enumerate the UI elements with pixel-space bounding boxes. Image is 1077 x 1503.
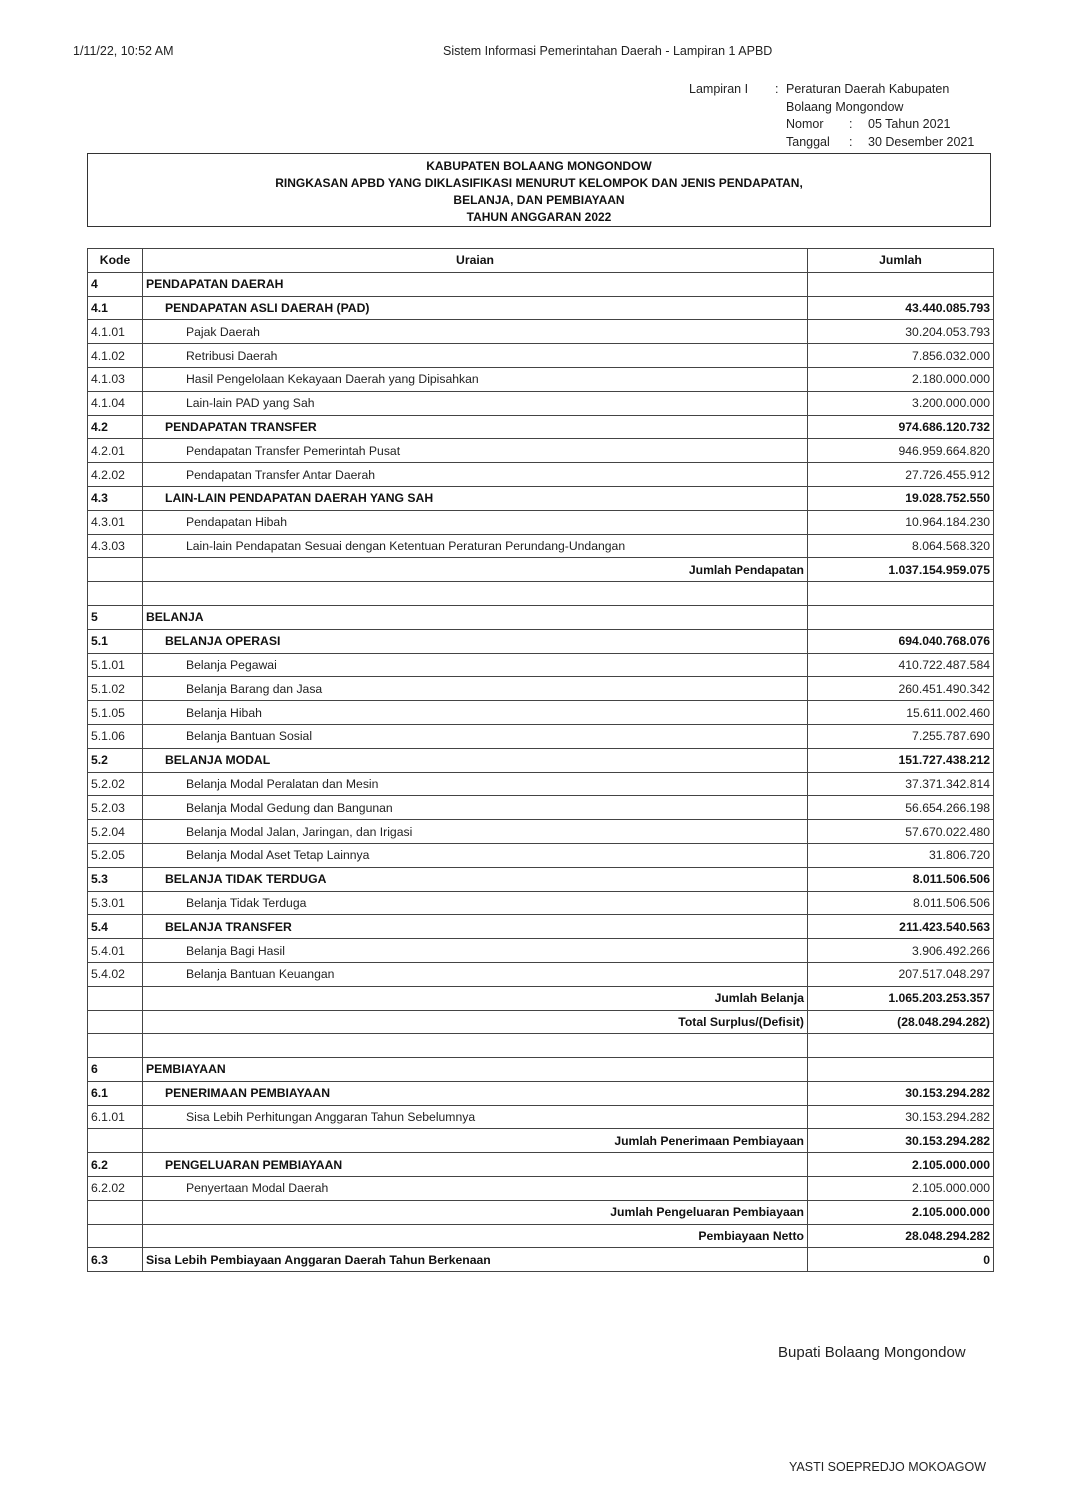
uraian-cell: Belanja Modal Jalan, Jaringan, dan Irigasi [143,820,808,844]
jumlah-cell: 43.440.085.793 [808,296,994,320]
jumlah-cell: 946.959.664.820 [808,439,994,463]
uraian-cell: BELANJA TIDAK TERDUGA [143,867,808,891]
kode-cell: 5.1.05 [88,701,143,725]
apbd-summary-table [87,248,994,1272]
jumlah-cell: 57.670.022.480 [808,820,994,844]
header-kode: Kode [88,249,143,273]
uraian-cell: Belanja Hibah [143,701,808,725]
table-row [88,843,994,867]
table-row [88,1058,994,1082]
tanggal-label: Tanggal [786,134,830,149]
table-row [88,748,994,772]
kode-cell: 4.2 [88,415,143,439]
print-header [0,44,1077,62]
kode-cell: 5.3 [88,867,143,891]
jumlah-cell: 30.204.053.793 [808,320,994,344]
uraian-cell: Jumlah Penerimaan Pembiayaan [143,1129,808,1153]
kode-cell [88,1010,143,1034]
kode-cell: 4.1 [88,296,143,320]
table-row [88,486,994,510]
jumlah-cell: 15.611.002.460 [808,701,994,725]
title-line-2: RINGKASAN APBD YANG DIKLASIFIKASI MENURUT KELOMPOK DAN JENIS PENDAPATAN, [275,176,803,190]
uraian-cell: LAIN-LAIN PENDAPATAN DAERAH YANG SAH [143,486,808,510]
table-row [88,677,994,701]
kode-cell: 4.1.03 [88,367,143,391]
table-row [88,320,994,344]
table-row [88,1105,994,1129]
table-header-row [88,249,994,273]
uraian-cell: BELANJA OPERASI [143,629,808,653]
kode-cell: 5.2.04 [88,820,143,844]
jumlah-cell: 207.517.048.297 [808,962,994,986]
header-jumlah: Jumlah [808,249,994,273]
uraian-cell: Belanja Bantuan Sosial [143,724,808,748]
kode-cell: 5.4.01 [88,939,143,963]
uraian-cell: Belanja Modal Gedung dan Bangunan [143,796,808,820]
table-row [88,605,994,629]
jumlah-cell: 0 [808,1248,994,1272]
jumlah-cell: 31.806.720 [808,843,994,867]
table-row [88,534,994,558]
kode-cell: 5.2.03 [88,796,143,820]
kode-cell: 5.1.01 [88,653,143,677]
table-row [88,724,994,748]
jumlah-cell: 2.180.000.000 [808,367,994,391]
document-title-box [87,153,991,227]
uraian-cell: Pendapatan Hibah [143,510,808,534]
uraian-cell: PENDAPATAN DAERAH [143,272,808,296]
table-row [88,867,994,891]
table-row [88,1129,994,1153]
jumlah-cell: 694.040.768.076 [808,629,994,653]
header-uraian: Uraian [143,249,808,273]
table-row [88,558,994,582]
uraian-cell: PENGELUARAN PEMBIAYAAN [143,1153,808,1177]
title-line-4: TAHUN ANGGARAN 2022 [466,210,612,224]
kode-cell: 4.2.02 [88,463,143,487]
table-row [88,772,994,796]
kode-cell: 5.3.01 [88,891,143,915]
kode-cell [88,582,143,606]
kode-cell [88,1129,143,1153]
kode-cell: 4 [88,272,143,296]
uraian-cell: PENDAPATAN ASLI DAERAH (PAD) [143,296,808,320]
table-body [88,272,994,1271]
uraian-cell: Belanja Modal Aset Tetap Lainnya [143,843,808,867]
kode-cell: 4.1.02 [88,344,143,368]
table-row [88,582,994,606]
jumlah-cell: 151.727.438.212 [808,748,994,772]
kode-cell [88,1200,143,1224]
jumlah-cell: 260.451.490.342 [808,677,994,701]
kode-cell [88,558,143,582]
jumlah-cell: 30.153.294.282 [808,1129,994,1153]
nomor-label: Nomor [786,117,824,131]
jumlah-cell: 2.105.000.000 [808,1153,994,1177]
jumlah-cell: 56.654.266.198 [808,796,994,820]
nomor-colon: : [849,117,853,131]
kode-cell: 4.1.01 [88,320,143,344]
jumlah-cell: 2.105.000.000 [808,1177,994,1201]
jumlah-cell [808,605,994,629]
table-row [88,439,994,463]
uraian-cell: Jumlah Pendapatan [143,558,808,582]
lampiran-label: Lampiran I [689,82,749,96]
table-row [88,962,994,986]
kode-cell: 5.1 [88,629,143,653]
table-row [88,296,994,320]
uraian-cell: BELANJA TRANSFER [143,915,808,939]
signer-title: Bupati Bolaang Mongondow [778,1344,966,1361]
table-row [88,915,994,939]
uraian-cell: Penyertaan Modal Daerah [143,1177,808,1201]
jumlah-cell: (28.048.294.282) [808,1010,994,1034]
kode-cell: 4.2.01 [88,439,143,463]
jumlah-cell: 3.200.000.000 [808,391,994,415]
uraian-cell: Belanja Tidak Terduga [143,891,808,915]
kode-cell: 4.3.01 [88,510,143,534]
table-row [88,629,994,653]
uraian-cell: Pendapatan Transfer Pemerintah Pusat [143,439,808,463]
uraian-cell: PENERIMAAN PEMBIAYAAN [143,1081,808,1105]
kode-cell: 5.1.02 [88,677,143,701]
uraian-cell: Hasil Pengelolaan Kekayaan Daerah yang Dipisahkan [143,367,808,391]
uraian-cell: Belanja Bantuan Keuangan [143,962,808,986]
table-row [88,415,994,439]
kode-cell: 6.3 [88,1248,143,1272]
table-row [88,510,994,534]
jumlah-cell: 7.856.032.000 [808,344,994,368]
lampiran-regulation: Peraturan Daerah Kabupaten [786,82,950,96]
title-line-1: KABUPATEN BOLAANG MONGONDOW [426,159,652,173]
table-row [88,1248,994,1272]
jumlah-cell: 211.423.540.563 [808,915,994,939]
kode-cell [88,1224,143,1248]
kode-cell: 4.1.04 [88,391,143,415]
table-row [88,653,994,677]
uraian-cell: Lain-lain PAD yang Sah [143,391,808,415]
print-title: Sistem Informasi Pemerintahan Daerah - Lampiran 1 APBD [443,44,773,58]
kode-cell: 4.3 [88,486,143,510]
uraian-cell: Jumlah Pengeluaran Pembiayaan [143,1200,808,1224]
uraian-cell: PENDAPATAN TRANSFER [143,415,808,439]
table-row [88,1200,994,1224]
table-row [88,344,994,368]
jumlah-cell [808,272,994,296]
uraian-cell: Belanja Modal Peralatan dan Mesin [143,772,808,796]
lampiran-regency: Bolaang Mongondow [786,99,904,114]
uraian-cell: Sisa Lebih Perhitungan Anggaran Tahun Sebelumnya [143,1105,808,1129]
kode-cell [88,986,143,1010]
jumlah-cell: 974.686.120.732 [808,415,994,439]
kode-cell: 6.2 [88,1153,143,1177]
uraian-cell: Sisa Lebih Pembiayaan Anggaran Daerah Tahun Berkenaan [143,1248,808,1272]
lampiran-colon: : [775,82,779,96]
jumlah-cell: 8.011.506.506 [808,867,994,891]
table-row [88,796,994,820]
uraian-cell [143,582,808,606]
jumlah-cell: 37.371.342.814 [808,772,994,796]
table-row [88,367,994,391]
table-row [88,272,994,296]
table-row [88,1177,994,1201]
jumlah-cell [808,582,994,606]
jumlah-cell: 19.028.752.550 [808,486,994,510]
kode-cell: 5.2.05 [88,843,143,867]
jumlah-cell: 1.037.154.959.075 [808,558,994,582]
jumlah-cell: 410.722.487.584 [808,653,994,677]
uraian-cell: BELANJA MODAL [143,748,808,772]
kode-cell: 6.1.01 [88,1105,143,1129]
tanggal-colon: : [849,134,853,149]
table-row [88,820,994,844]
uraian-cell: Pembiayaan Netto [143,1224,808,1248]
uraian-cell: Belanja Pegawai [143,653,808,677]
jumlah-cell: 30.153.294.282 [808,1105,994,1129]
jumlah-cell: 8.011.506.506 [808,891,994,915]
kode-cell: 5.2 [88,748,143,772]
kode-cell: 4.3.03 [88,534,143,558]
table-row [88,939,994,963]
uraian-cell: Pendapatan Transfer Antar Daerah [143,463,808,487]
kode-cell: 6.1 [88,1081,143,1105]
table-row [88,701,994,725]
table-row [88,1034,994,1058]
uraian-cell: Belanja Barang dan Jasa [143,677,808,701]
uraian-cell [143,1034,808,1058]
kode-cell: 5.2.02 [88,772,143,796]
uraian-cell: Pajak Daerah [143,320,808,344]
kode-cell: 5.4.02 [88,962,143,986]
jumlah-cell [808,1058,994,1082]
jumlah-cell [808,1034,994,1058]
kode-cell: 5.1.06 [88,724,143,748]
uraian-cell: Jumlah Belanja [143,986,808,1010]
kode-cell: 6 [88,1058,143,1082]
print-datetime: 1/11/22, 10:52 AM [73,44,174,58]
jumlah-cell: 1.065.203.253.357 [808,986,994,1010]
jumlah-cell: 10.964.184.230 [808,510,994,534]
title-line-3: BELANJA, DAN PEMBIAYAAN [453,193,625,207]
jumlah-cell: 28.048.294.282 [808,1224,994,1248]
table-row [88,391,994,415]
jumlah-cell: 2.105.000.000 [808,1200,994,1224]
uraian-cell: BELANJA [143,605,808,629]
table-row [88,1081,994,1105]
nomor-value: 05 Tahun 2021 [868,117,951,131]
table-row [88,986,994,1010]
jumlah-cell: 3.906.492.266 [808,939,994,963]
kode-cell: 5 [88,605,143,629]
table-row [88,1010,994,1034]
table-row [88,1153,994,1177]
uraian-cell: Belanja Bagi Hasil [143,939,808,963]
uraian-cell: Retribusi Daerah [143,344,808,368]
table-row [88,463,994,487]
jumlah-cell: 7.255.787.690 [808,724,994,748]
uraian-cell: PEMBIAYAAN [143,1058,808,1082]
kode-cell [88,1034,143,1058]
kode-cell: 6.2.02 [88,1177,143,1201]
tanggal-value: 30 Desember 2021 [868,134,975,149]
table-row [88,891,994,915]
uraian-cell: Total Surplus/(Defisit) [143,1010,808,1034]
table-row [88,1224,994,1248]
jumlah-cell: 8.064.568.320 [808,534,994,558]
jumlah-cell: 30.153.294.282 [808,1081,994,1105]
uraian-cell: Lain-lain Pendapatan Sesuai dengan Ketentuan Peraturan Perundang-Undangan [143,534,808,558]
signer-name: YASTI SOEPREDJO MOKOAGOW [789,1460,987,1474]
kode-cell: 5.4 [88,915,143,939]
jumlah-cell: 27.726.455.912 [808,463,994,487]
